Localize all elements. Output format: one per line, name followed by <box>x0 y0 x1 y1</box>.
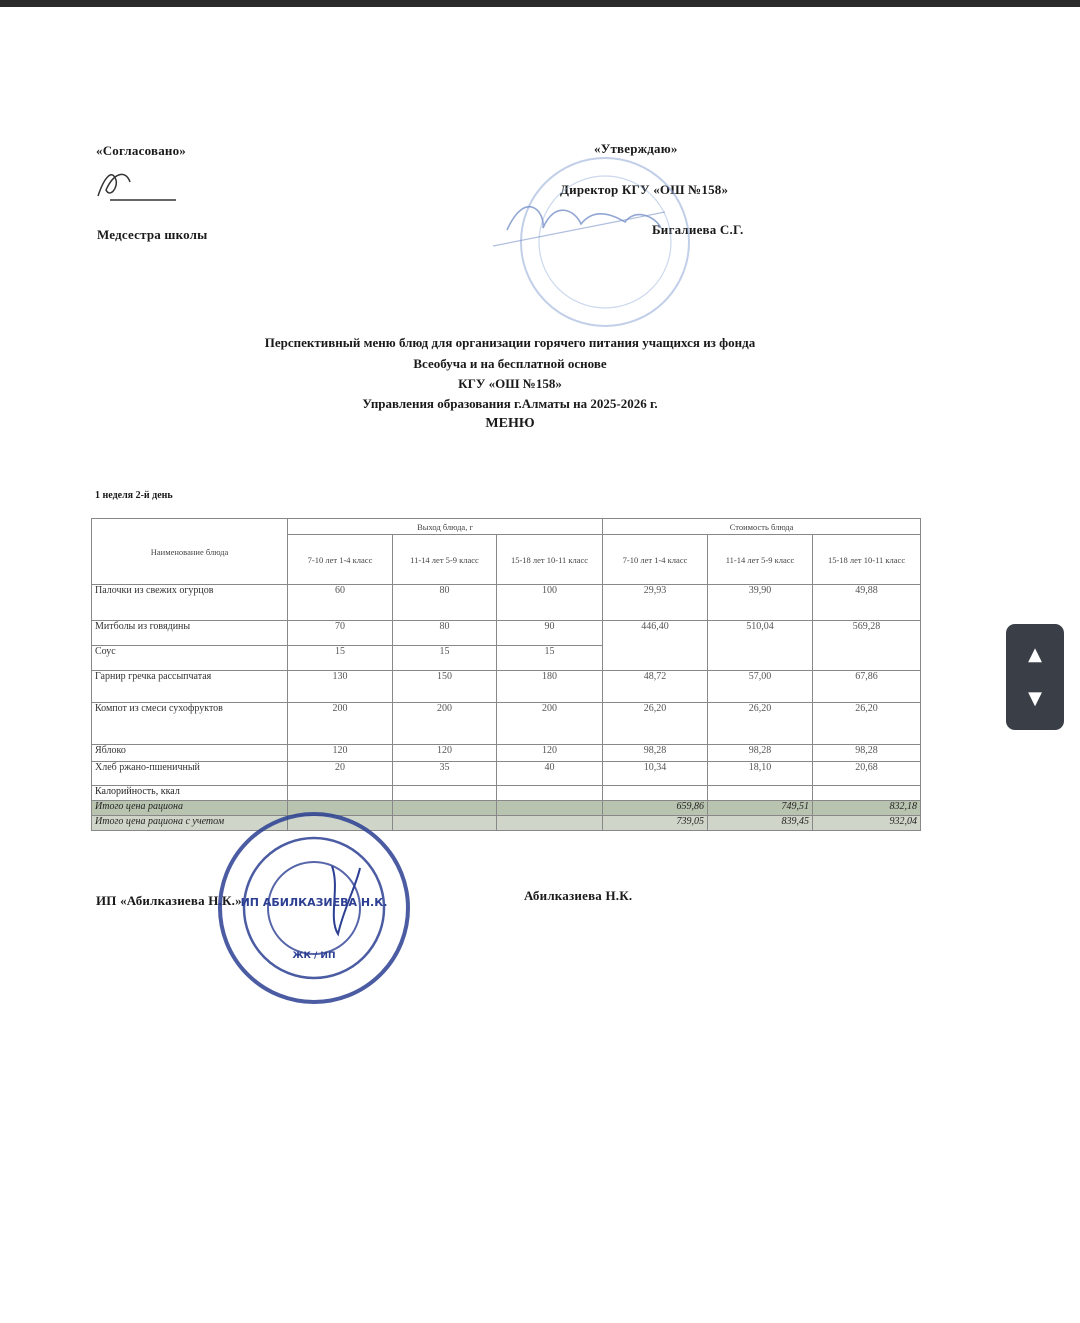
cost-2: 39,90 <box>708 585 813 621</box>
cost-3: 98,28 <box>813 745 921 762</box>
yield-1: 15 <box>288 646 393 671</box>
col-sub-cost-3: 15-18 лет 10-11 класс <box>813 535 921 585</box>
yield-1: 130 <box>288 671 393 703</box>
yield-3: 200 <box>497 703 603 745</box>
total-vat-cost-2: 839,45 <box>708 816 813 831</box>
table-row <box>92 703 921 745</box>
yield-1: 200 <box>288 703 393 745</box>
supplier-stamp <box>210 808 420 1008</box>
cost-2: 57,00 <box>708 671 813 703</box>
arrow-down-icon: ▼ <box>1028 688 1042 709</box>
cost-3: 67,86 <box>813 671 921 703</box>
col-sub-yield-2: 11-14 лет 5-9 класс <box>393 535 497 585</box>
dish-name: Палочки из свежих огурцов <box>92 585 288 621</box>
yield-2: 35 <box>393 762 497 786</box>
director-name: Бигалиева С.Г. <box>652 222 744 237</box>
cost-2: 26,20 <box>708 703 813 745</box>
yield-3: 120 <box>497 745 603 762</box>
yield-2: 80 <box>393 585 497 621</box>
menu-title-line4: Управления образования г.Алматы на 2025-2026 г. <box>362 396 658 411</box>
stamp-inner-text: ЖК / ИП <box>292 951 336 961</box>
calories-label: Калорийность, ккал <box>92 786 288 801</box>
supplier-name: Абилказиева Н.К. <box>524 888 633 903</box>
yield-2: 150 <box>393 671 497 703</box>
cost-2: 18,10 <box>708 762 813 786</box>
cost-3: 569,28 <box>813 621 921 671</box>
total-vat-label: Итого цена рациона с учетом <box>92 816 288 831</box>
menu-title-line5: МЕНЮ <box>485 416 535 431</box>
yield-3: 15 <box>497 646 603 671</box>
week-day-label: 1 неделя 2-й день <box>95 490 173 501</box>
menu-title-line1: Перспективный меню блюд для организации горячего питания учащихся из фонда <box>264 335 756 350</box>
table-row <box>92 585 921 621</box>
supplier-label: ИП «Абилказиева Н.К.» <box>96 893 242 908</box>
menu-title-line2: Всеобуча и на бесплатной основе <box>413 356 607 371</box>
agreed-label: «Согласовано» <box>96 143 186 158</box>
total-label: Итого цена рациона <box>92 801 288 816</box>
dish-name: Хлеб ржано-пшеничный <box>92 762 288 786</box>
total-cost-3: 832,18 <box>813 801 921 816</box>
nurse-position: Медсестра школы <box>97 227 208 242</box>
table-row <box>92 745 921 762</box>
dish-name: Компот из смеси сухофруктов <box>92 703 288 745</box>
total-cost-1: 659,86 <box>603 801 708 816</box>
cost-1: 26,20 <box>603 703 708 745</box>
yield-2: 80 <box>393 621 497 646</box>
page-down-button[interactable] <box>1006 672 1064 725</box>
yield-2: 15 <box>393 646 497 671</box>
col-sub-cost-1: 7-10 лет 1-4 класс <box>603 535 708 585</box>
cost-1: 98,28 <box>603 745 708 762</box>
arrow-up-icon: ▲ <box>1028 644 1042 665</box>
yield-3: 100 <box>497 585 603 621</box>
school-seal <box>485 150 725 340</box>
dish-name: Митболы из говядины <box>92 621 288 646</box>
yield-1: 60 <box>288 585 393 621</box>
approved-label: «Утверждаю» <box>594 141 678 156</box>
total-vat-cost-3: 932,04 <box>813 816 921 831</box>
yield-1: 20 <box>288 762 393 786</box>
yield-3: 180 <box>497 671 603 703</box>
cost-1: 10,34 <box>603 762 708 786</box>
cost-2: 98,28 <box>708 745 813 762</box>
yield-1: 70 <box>288 621 393 646</box>
cost-3: 26,20 <box>813 703 921 745</box>
cost-2: 510,04 <box>708 621 813 671</box>
cost-1: 446,40 <box>603 621 708 671</box>
table-row <box>92 671 921 703</box>
menu-title-line3: КГУ «ОШ №158» <box>458 376 562 391</box>
yield-3: 40 <box>497 762 603 786</box>
col-group-yield: Выход блюда, г <box>288 519 603 535</box>
cost-3: 49,88 <box>813 585 921 621</box>
table-row <box>92 762 921 786</box>
window-top-bar <box>0 0 1080 7</box>
calories-row <box>92 786 921 801</box>
col-group-cost: Стоимость блюда <box>603 519 921 535</box>
col-dish-name: Наименование блюда <box>92 519 288 585</box>
page-nav <box>1006 624 1064 730</box>
dish-name: Яблоко <box>92 745 288 762</box>
yield-3: 90 <box>497 621 603 646</box>
yield-2: 200 <box>393 703 497 745</box>
stamp-center-text: ИП АБИЛКАЗИЕВА Н.К. <box>240 896 388 909</box>
director-title: Директор КГУ «ОШ №158» <box>560 182 729 197</box>
yield-1: 120 <box>288 745 393 762</box>
nurse-signature <box>86 160 186 204</box>
col-sub-cost-2: 11-14 лет 5-9 класс <box>708 535 813 585</box>
total-cost-2: 749,51 <box>708 801 813 816</box>
total-vat-cost-1: 739,05 <box>603 816 708 831</box>
col-sub-yield-1: 7-10 лет 1-4 класс <box>288 535 393 585</box>
menu-table <box>91 518 921 831</box>
cost-1: 48,72 <box>603 671 708 703</box>
yield-2: 120 <box>393 745 497 762</box>
col-sub-yield-3: 15-18 лет 10-11 класс <box>497 535 603 585</box>
cost-1: 29,93 <box>603 585 708 621</box>
dish-name: Соус <box>92 646 288 671</box>
dish-name: Гарнир гречка рассыпчатая <box>92 671 288 703</box>
table-row <box>92 621 921 646</box>
cost-3: 20,68 <box>813 762 921 786</box>
